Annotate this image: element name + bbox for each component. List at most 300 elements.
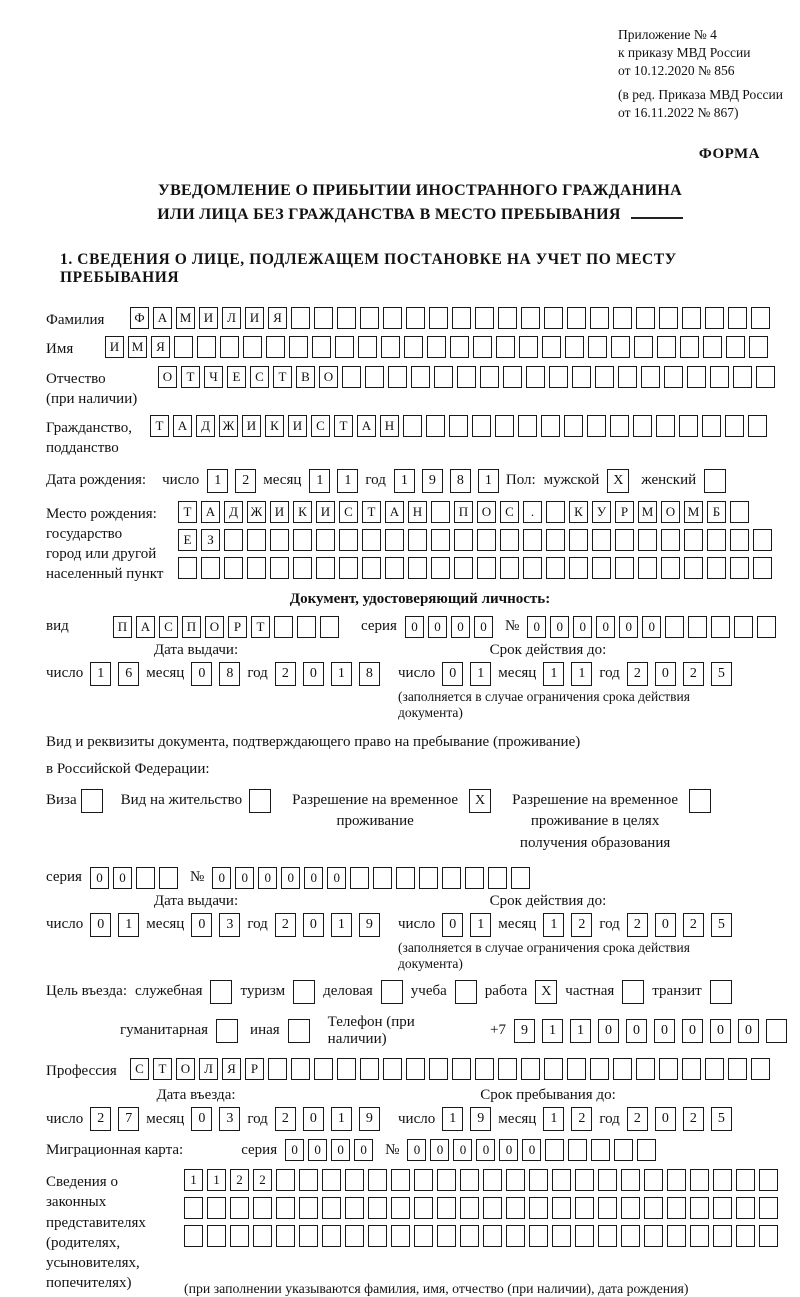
form-cell[interactable] (657, 336, 676, 358)
form-cell[interactable] (495, 415, 514, 437)
form-cell[interactable]: 0 (281, 867, 300, 889)
form-cell[interactable] (613, 307, 632, 329)
form-cell[interactable] (391, 1225, 410, 1247)
form-cell[interactable]: О (661, 501, 680, 523)
form-cell[interactable] (322, 1225, 341, 1247)
form-cell[interactable] (618, 366, 637, 388)
form-cell[interactable] (404, 336, 423, 358)
citizenship-cells[interactable] (150, 415, 771, 437)
birth-day-cells[interactable] (207, 469, 263, 493)
form-cell[interactable] (638, 529, 657, 551)
form-cell[interactable] (725, 415, 744, 437)
form-cell[interactable] (641, 366, 660, 388)
form-cell[interactable]: Н (408, 501, 427, 523)
form-cell[interactable] (690, 1225, 709, 1247)
form-cell[interactable] (350, 867, 369, 889)
form-cell[interactable]: 1 (337, 469, 358, 493)
form-cell[interactable]: 5 (711, 662, 732, 686)
form-cell[interactable] (567, 1058, 586, 1080)
form-cell[interactable] (437, 1225, 456, 1247)
form-cell[interactable]: 0 (596, 616, 615, 638)
form-cell[interactable]: 9 (470, 1107, 491, 1131)
form-cell[interactable] (726, 336, 745, 358)
form-cell[interactable] (450, 336, 469, 358)
form-cell[interactable]: 0 (655, 913, 676, 937)
form-cell[interactable] (320, 616, 339, 638)
form-cell[interactable] (736, 1197, 755, 1219)
form-cell[interactable]: 8 (450, 469, 471, 493)
form-cell[interactable]: 2 (683, 913, 704, 937)
form-cell[interactable] (638, 557, 657, 579)
form-cell[interactable] (757, 616, 776, 638)
form-cell[interactable]: 2 (627, 1107, 648, 1131)
form-cell[interactable] (345, 1225, 364, 1247)
form-cell[interactable] (406, 307, 425, 329)
form-cell[interactable] (614, 1139, 633, 1161)
form-cell[interactable] (592, 529, 611, 551)
form-cell[interactable] (575, 1169, 594, 1191)
form-cell[interactable] (552, 1197, 571, 1219)
form-cell[interactable]: 0 (331, 1139, 350, 1161)
doc-expiry-month-cells[interactable] (543, 662, 599, 686)
patronymic-cells[interactable] (158, 366, 779, 388)
form-cell[interactable] (339, 557, 358, 579)
form-cell[interactable]: 0 (430, 1139, 449, 1161)
form-cell[interactable]: 0 (405, 616, 424, 638)
form-cell[interactable] (759, 1197, 778, 1219)
form-cell[interactable]: С (130, 1058, 149, 1080)
form-cell[interactable]: 0 (407, 1139, 426, 1161)
form-cell[interactable] (748, 415, 767, 437)
form-cell[interactable] (500, 557, 519, 579)
form-cell[interactable] (266, 336, 285, 358)
form-cell[interactable]: С (500, 501, 519, 523)
form-cell[interactable] (680, 336, 699, 358)
purpose-tourism-checkbox[interactable] (293, 980, 315, 1004)
form-cell[interactable]: Я (222, 1058, 241, 1080)
form-cell[interactable] (249, 789, 271, 813)
form-cell[interactable] (383, 1058, 402, 1080)
form-cell[interactable]: Т (181, 366, 200, 388)
form-cell[interactable]: 0 (90, 913, 111, 937)
form-cell[interactable]: 2 (90, 1107, 111, 1131)
form-cell[interactable]: 6 (118, 662, 139, 686)
form-cell[interactable] (730, 557, 749, 579)
purpose-other-checkbox[interactable] (288, 1019, 310, 1043)
form-cell[interactable]: 1 (331, 1107, 352, 1131)
form-cell[interactable] (368, 1169, 387, 1191)
form-cell[interactable] (414, 1197, 433, 1219)
form-cell[interactable] (710, 366, 729, 388)
form-cell[interactable] (541, 415, 560, 437)
form-cell[interactable] (519, 336, 538, 358)
form-cell[interactable] (207, 1225, 226, 1247)
form-cell[interactable] (621, 1225, 640, 1247)
form-cell[interactable]: 2 (235, 469, 256, 493)
form-cell[interactable] (201, 557, 220, 579)
form-cell[interactable] (523, 557, 542, 579)
form-cell[interactable] (552, 1225, 571, 1247)
form-cell[interactable] (247, 529, 266, 551)
form-cell[interactable]: 1 (543, 1107, 564, 1131)
form-cell[interactable]: Я (268, 307, 287, 329)
form-cell[interactable]: 1 (331, 662, 352, 686)
permit-number-cells[interactable] (212, 867, 534, 889)
form-cell[interactable]: 0 (303, 662, 324, 686)
doc-expiry-day-cells[interactable] (442, 662, 498, 686)
form-cell[interactable]: 1 (542, 1019, 563, 1043)
birthplace-cells-row3[interactable] (178, 557, 776, 579)
form-cell[interactable] (690, 1169, 709, 1191)
form-cell[interactable] (178, 557, 197, 579)
form-cell[interactable]: 0 (655, 1107, 676, 1131)
form-cell[interactable] (408, 557, 427, 579)
form-cell[interactable]: 2 (571, 913, 592, 937)
form-cell[interactable]: И (270, 501, 289, 523)
form-cell[interactable]: И (242, 415, 261, 437)
form-cell[interactable] (342, 366, 361, 388)
form-cell[interactable]: 0 (327, 867, 346, 889)
form-cell[interactable] (291, 1058, 310, 1080)
temp-residence-checkbox[interactable] (469, 789, 491, 813)
form-cell[interactable]: Т (251, 616, 270, 638)
form-cell[interactable] (230, 1197, 249, 1219)
form-cell[interactable]: 1 (570, 1019, 591, 1043)
form-cell[interactable]: О (158, 366, 177, 388)
form-cell[interactable] (322, 1197, 341, 1219)
form-cell[interactable]: Д (196, 415, 215, 437)
form-cell[interactable]: X (607, 469, 629, 493)
form-cell[interactable] (449, 415, 468, 437)
form-cell[interactable] (406, 1058, 425, 1080)
form-cell[interactable] (230, 1225, 249, 1247)
form-cell[interactable] (184, 1197, 203, 1219)
form-cell[interactable]: 1 (207, 1169, 226, 1191)
form-cell[interactable] (689, 789, 711, 813)
form-cell[interactable] (460, 1169, 479, 1191)
form-cell[interactable] (434, 366, 453, 388)
form-cell[interactable]: К (293, 501, 312, 523)
form-cell[interactable] (611, 336, 630, 358)
form-cell[interactable] (564, 415, 583, 437)
form-cell[interactable] (659, 307, 678, 329)
form-cell[interactable]: И (105, 336, 124, 358)
form-cell[interactable]: Т (273, 366, 292, 388)
form-cell[interactable] (426, 415, 445, 437)
form-cell[interactable] (753, 557, 772, 579)
form-cell[interactable] (480, 366, 499, 388)
form-cell[interactable] (368, 1225, 387, 1247)
form-cell[interactable]: 2 (253, 1169, 272, 1191)
form-cell[interactable] (634, 336, 653, 358)
form-cell[interactable]: 0 (90, 867, 109, 889)
form-cell[interactable]: А (136, 616, 155, 638)
permit-series-cells[interactable] (90, 867, 182, 889)
form-cell[interactable] (224, 557, 243, 579)
form-cell[interactable]: 3 (219, 913, 240, 937)
form-cell[interactable] (431, 557, 450, 579)
form-cell[interactable] (345, 1197, 364, 1219)
form-cell[interactable]: Н (380, 415, 399, 437)
form-cell[interactable] (733, 366, 752, 388)
form-cell[interactable] (373, 867, 392, 889)
form-cell[interactable]: 0 (304, 867, 323, 889)
form-cell[interactable] (496, 336, 515, 358)
form-cell[interactable] (270, 557, 289, 579)
form-cell[interactable] (81, 789, 103, 813)
form-cell[interactable] (736, 1225, 755, 1247)
doc-issue-month-cells[interactable] (191, 662, 247, 686)
form-cell[interactable] (682, 307, 701, 329)
entry-month-cells[interactable] (191, 1107, 247, 1131)
form-cell[interactable] (339, 529, 358, 551)
form-cell[interactable] (759, 1225, 778, 1247)
temp-residence-edu-checkbox[interactable] (689, 789, 711, 813)
form-cell[interactable] (408, 529, 427, 551)
representatives-cells-row3[interactable] (184, 1225, 782, 1247)
form-cell[interactable]: 0 (642, 616, 661, 638)
form-cell[interactable] (511, 867, 530, 889)
form-cell[interactable] (684, 557, 703, 579)
form-cell[interactable] (253, 1225, 272, 1247)
form-cell[interactable]: 1 (118, 913, 139, 937)
permit-expiry-month-cells[interactable] (543, 913, 599, 937)
representatives-cells-row1[interactable] (184, 1169, 782, 1191)
form-cell[interactable]: П (182, 616, 201, 638)
form-cell[interactable]: 0 (654, 1019, 675, 1043)
form-cell[interactable]: 0 (442, 913, 463, 937)
form-cell[interactable] (268, 1058, 287, 1080)
form-cell[interactable] (431, 529, 450, 551)
form-cell[interactable]: 2 (275, 913, 296, 937)
form-cell[interactable] (633, 415, 652, 437)
form-cell[interactable]: О (477, 501, 496, 523)
purpose-study-checkbox[interactable] (455, 980, 477, 1004)
form-cell[interactable] (243, 336, 262, 358)
form-cell[interactable] (684, 529, 703, 551)
form-cell[interactable]: 0 (738, 1019, 759, 1043)
form-cell[interactable] (345, 1169, 364, 1191)
form-cell[interactable] (437, 1197, 456, 1219)
form-cell[interactable] (452, 307, 471, 329)
form-cell[interactable]: Ж (219, 415, 238, 437)
form-cell[interactable] (567, 307, 586, 329)
form-cell[interactable]: 0 (573, 616, 592, 638)
form-cell[interactable]: З (201, 529, 220, 551)
form-cell[interactable] (297, 616, 316, 638)
form-cell[interactable]: 1 (470, 662, 491, 686)
doc-series-cells[interactable] (405, 616, 497, 638)
form-cell[interactable] (500, 529, 519, 551)
form-cell[interactable]: М (638, 501, 657, 523)
form-cell[interactable]: М (684, 501, 703, 523)
form-cell[interactable] (362, 557, 381, 579)
form-cell[interactable] (429, 307, 448, 329)
form-cell[interactable]: Р (615, 501, 634, 523)
form-cell[interactable] (565, 336, 584, 358)
form-cell[interactable] (396, 867, 415, 889)
form-cell[interactable] (598, 1225, 617, 1247)
form-cell[interactable] (483, 1169, 502, 1191)
form-cell[interactable] (477, 557, 496, 579)
form-cell[interactable]: А (201, 501, 220, 523)
form-cell[interactable]: 1 (394, 469, 415, 493)
stay-year-cells[interactable] (627, 1107, 739, 1131)
purpose-humanitarian-checkbox[interactable] (216, 1019, 238, 1043)
form-cell[interactable] (664, 366, 683, 388)
sex-male-checkbox[interactable] (607, 469, 629, 493)
form-cell[interactable] (411, 366, 430, 388)
form-cell[interactable] (506, 1225, 525, 1247)
form-cell[interactable] (368, 1197, 387, 1219)
form-cell[interactable]: 1 (543, 662, 564, 686)
form-cell[interactable] (403, 415, 422, 437)
form-cell[interactable]: 2 (275, 1107, 296, 1131)
form-cell[interactable]: 0 (682, 1019, 703, 1043)
form-cell[interactable]: Т (334, 415, 353, 437)
permit-expiry-day-cells[interactable] (442, 913, 498, 937)
form-cell[interactable] (385, 557, 404, 579)
form-cell[interactable]: 0 (303, 913, 324, 937)
form-cell[interactable] (705, 1058, 724, 1080)
form-cell[interactable] (316, 557, 335, 579)
form-cell[interactable]: 0 (191, 1107, 212, 1131)
form-cell[interactable]: 0 (451, 616, 470, 638)
form-cell[interactable]: 0 (258, 867, 277, 889)
form-cell[interactable] (621, 1169, 640, 1191)
form-cell[interactable]: 8 (359, 662, 380, 686)
form-cell[interactable]: 0 (655, 662, 676, 686)
form-cell[interactable] (667, 1197, 686, 1219)
form-cell[interactable]: 0 (285, 1139, 304, 1161)
form-cell[interactable] (730, 501, 749, 523)
form-cell[interactable] (253, 1197, 272, 1219)
form-cell[interactable] (289, 336, 308, 358)
sex-female-checkbox[interactable] (704, 469, 726, 493)
form-cell[interactable] (749, 336, 768, 358)
form-cell[interactable] (568, 1139, 587, 1161)
form-cell[interactable]: 0 (191, 913, 212, 937)
form-cell[interactable] (293, 557, 312, 579)
form-cell[interactable]: 0 (212, 867, 231, 889)
form-cell[interactable] (572, 366, 591, 388)
form-cell[interactable] (503, 366, 522, 388)
form-cell[interactable] (312, 336, 331, 358)
form-cell[interactable] (391, 1197, 410, 1219)
form-cell[interactable] (598, 1169, 617, 1191)
form-cell[interactable]: 9 (514, 1019, 535, 1043)
form-cell[interactable]: 1 (543, 913, 564, 937)
form-cell[interactable]: 1 (442, 1107, 463, 1131)
form-cell[interactable] (710, 980, 732, 1004)
form-cell[interactable]: 0 (474, 616, 493, 638)
form-cell[interactable] (184, 1225, 203, 1247)
form-cell[interactable] (552, 1169, 571, 1191)
residence-checkbox[interactable] (249, 789, 271, 813)
form-cell[interactable] (588, 336, 607, 358)
given-name-cells[interactable] (105, 336, 772, 358)
form-cell[interactable] (734, 616, 753, 638)
form-cell[interactable] (288, 1019, 310, 1043)
mig-series-cells[interactable] (285, 1139, 377, 1161)
form-cell[interactable]: 0 (113, 867, 132, 889)
form-cell[interactable] (270, 529, 289, 551)
profession-cells[interactable] (130, 1058, 774, 1080)
form-cell[interactable] (498, 307, 517, 329)
form-cell[interactable] (431, 501, 450, 523)
form-cell[interactable] (293, 980, 315, 1004)
form-cell[interactable] (759, 1169, 778, 1191)
form-cell[interactable]: А (153, 307, 172, 329)
form-cell[interactable] (615, 529, 634, 551)
form-cell[interactable] (381, 980, 403, 1004)
purpose-official-checkbox[interactable] (210, 980, 232, 1004)
form-cell[interactable]: У (592, 501, 611, 523)
form-cell[interactable] (220, 336, 239, 358)
form-cell[interactable]: 0 (527, 616, 546, 638)
form-cell[interactable] (276, 1169, 295, 1191)
form-cell[interactable]: И (316, 501, 335, 523)
form-cell[interactable] (636, 307, 655, 329)
entry-day-cells[interactable] (90, 1107, 146, 1131)
form-cell[interactable] (615, 557, 634, 579)
form-cell[interactable] (644, 1169, 663, 1191)
form-cell[interactable] (299, 1169, 318, 1191)
form-cell[interactable] (460, 1197, 479, 1219)
form-cell[interactable]: П (454, 501, 473, 523)
doc-issue-year-cells[interactable] (275, 662, 387, 686)
form-cell[interactable] (337, 1058, 356, 1080)
form-cell[interactable] (316, 529, 335, 551)
form-cell[interactable]: 0 (499, 1139, 518, 1161)
form-cell[interactable] (391, 1169, 410, 1191)
phone-cells[interactable] (514, 1019, 794, 1043)
form-cell[interactable] (713, 1169, 732, 1191)
form-cell[interactable] (613, 1058, 632, 1080)
form-cell[interactable] (427, 336, 446, 358)
birthplace-cells-row1[interactable] (178, 501, 776, 523)
purpose-work-checkbox[interactable] (535, 980, 557, 1004)
form-cell[interactable] (457, 366, 476, 388)
form-cell[interactable] (575, 1197, 594, 1219)
form-cell[interactable]: Ф (130, 307, 149, 329)
form-cell[interactable] (753, 529, 772, 551)
form-cell[interactable] (546, 557, 565, 579)
form-cell[interactable] (506, 1197, 525, 1219)
form-cell[interactable] (159, 867, 178, 889)
form-cell[interactable] (711, 616, 730, 638)
permit-issue-year-cells[interactable] (275, 913, 387, 937)
form-cell[interactable] (703, 336, 722, 358)
birthplace-cells-row2[interactable] (178, 529, 776, 551)
visa-checkbox[interactable] (81, 789, 103, 813)
form-cell[interactable]: С (250, 366, 269, 388)
form-cell[interactable] (751, 307, 770, 329)
form-cell[interactable] (506, 1169, 525, 1191)
form-cell[interactable]: 1 (478, 469, 499, 493)
form-cell[interactable] (751, 1058, 770, 1080)
form-cell[interactable] (728, 307, 747, 329)
form-cell[interactable] (419, 867, 438, 889)
form-cell[interactable] (291, 307, 310, 329)
form-cell[interactable] (667, 1225, 686, 1247)
form-cell[interactable] (659, 1058, 678, 1080)
form-cell[interactable]: 0 (191, 662, 212, 686)
form-cell[interactable] (207, 1197, 226, 1219)
form-cell[interactable]: С (159, 616, 178, 638)
form-cell[interactable]: Е (227, 366, 246, 388)
doc-expiry-year-cells[interactable] (627, 662, 739, 686)
